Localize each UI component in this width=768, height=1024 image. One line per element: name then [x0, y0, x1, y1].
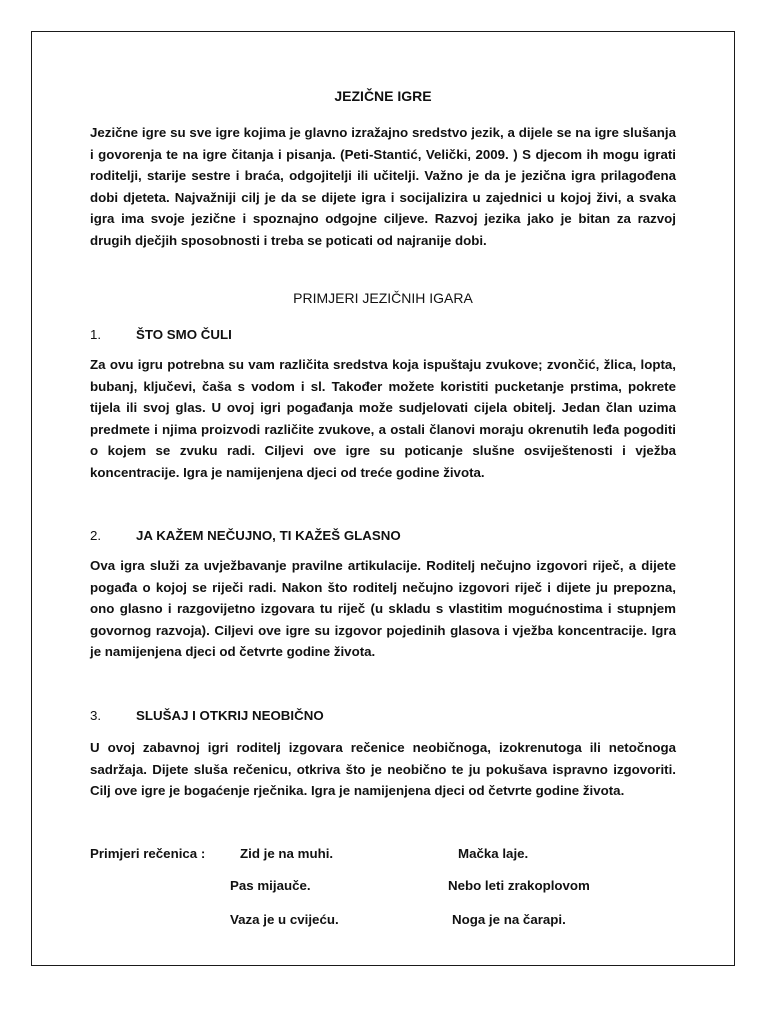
example-left-1: Zid je na muhi. — [240, 846, 334, 861]
example-right-1: Mačka laje. — [458, 846, 529, 861]
game-3-title: SLUŠAJ I OTKRIJ NEOBIČNO — [136, 708, 324, 723]
game-1-description: Za ovu igru potrebna su vam različita sredstva koja ispuštaju zvukove; zvončić, žlica, lopta, bubanj, ključevi, čaša s vodom i sl. Također možete koristiti pucketanje prstima, pokrete tijela ili svoj glas. U ovoj igri pogađanja može sudjelovati cijela obitelj. Jedan član uzima predmete i njima proizvodi različite zvukove, a ostali članovi moraju okrenutih leđa pogoditi o kojem se zvuku radi. Ciljevi ove igre su poticanje slušne osviještenosti i vježba koncentracije. Igra je namijenjena djeci od treće godine života. — [90, 357, 676, 480]
game-3-heading — [90, 708, 324, 723]
game-3-number: 3. — [90, 708, 102, 723]
game-2-description: Ova igra služi za uvježbavanje pravilne artikulacije. Roditelj nečujno izgovori riječ, a dijete pogađa o kojoj se riječi radi. Nakon što roditelj nečujno izgovori riječ i dijete ju prepozna, ono glasno i razgovijetno izgovara tu riječ (u skladu s vlastitim mogućnostima i stupnjem govornog razvoja). Ciljevi ove igre su izgovor pojedinih glasova i vježba koncentracije. Igra je namijenjena djeci od četvrte godine života. — [90, 558, 676, 660]
examples-label: Primjeri rečenica : — [90, 846, 206, 861]
document-title: JEZIČNE IGRE — [334, 88, 432, 104]
example-left-2: Pas mijauče. — [230, 878, 311, 893]
example-right-2: Nebo leti zrakoplovom — [448, 878, 590, 893]
example-left-3: Vaza je u cvijeću. — [230, 912, 339, 927]
example-right-3: Noga je na čarapi. — [452, 912, 566, 927]
game-2-title: JA KAŽEM NEČUJNO, TI KAŽEŠ GLASNO — [136, 528, 401, 543]
section-subtitle: PRIMJERI JEZIČNIH IGARA — [293, 290, 473, 306]
game-2-number: 2. — [90, 528, 102, 543]
intro-paragraph: Jezične igre su sve igre kojima je glavno izražajno sredstvo jezik, a dijele se na igre slušanja i govorenja te na igre čitanja i pisanja. (Peti-Stantić, Velički, 2009. ) S djecom ih mogu igrati roditelji, starije sestre i braća, odgojitelji ili učitelji. Važno je da je jezična igra prilagođena dobi djeteta. Najvažniji cilj je da se dijete igra i socijalizira u zajednici u kojoj živi, a svaka igra ima svoje jezične i spoznajno odgojne ciljeve. Razvoj jezika jako je bitan za razvoj drugih dječjih sposobnosti i treba se poticati od najranije dobi. — [90, 125, 676, 248]
game-1-heading — [90, 327, 232, 342]
game-2-heading — [90, 528, 401, 543]
game-3-description: U ovoj zabavnoj igri roditelj izgovara rečenice neobičnoga, izokrenutoga ili netočnoga sadržaja. Dijete sluša rečenicu, otkriva što je neobično te ju pokušava ispravno izgovoriti. Cilj ove igre je bogaćenje rječnika. Igra je namijenjena djeci od četvrte godine života. — [90, 740, 676, 799]
game-1-number: 1. — [90, 327, 102, 342]
game-1-title: ŠTO SMO ČULI — [136, 327, 232, 342]
